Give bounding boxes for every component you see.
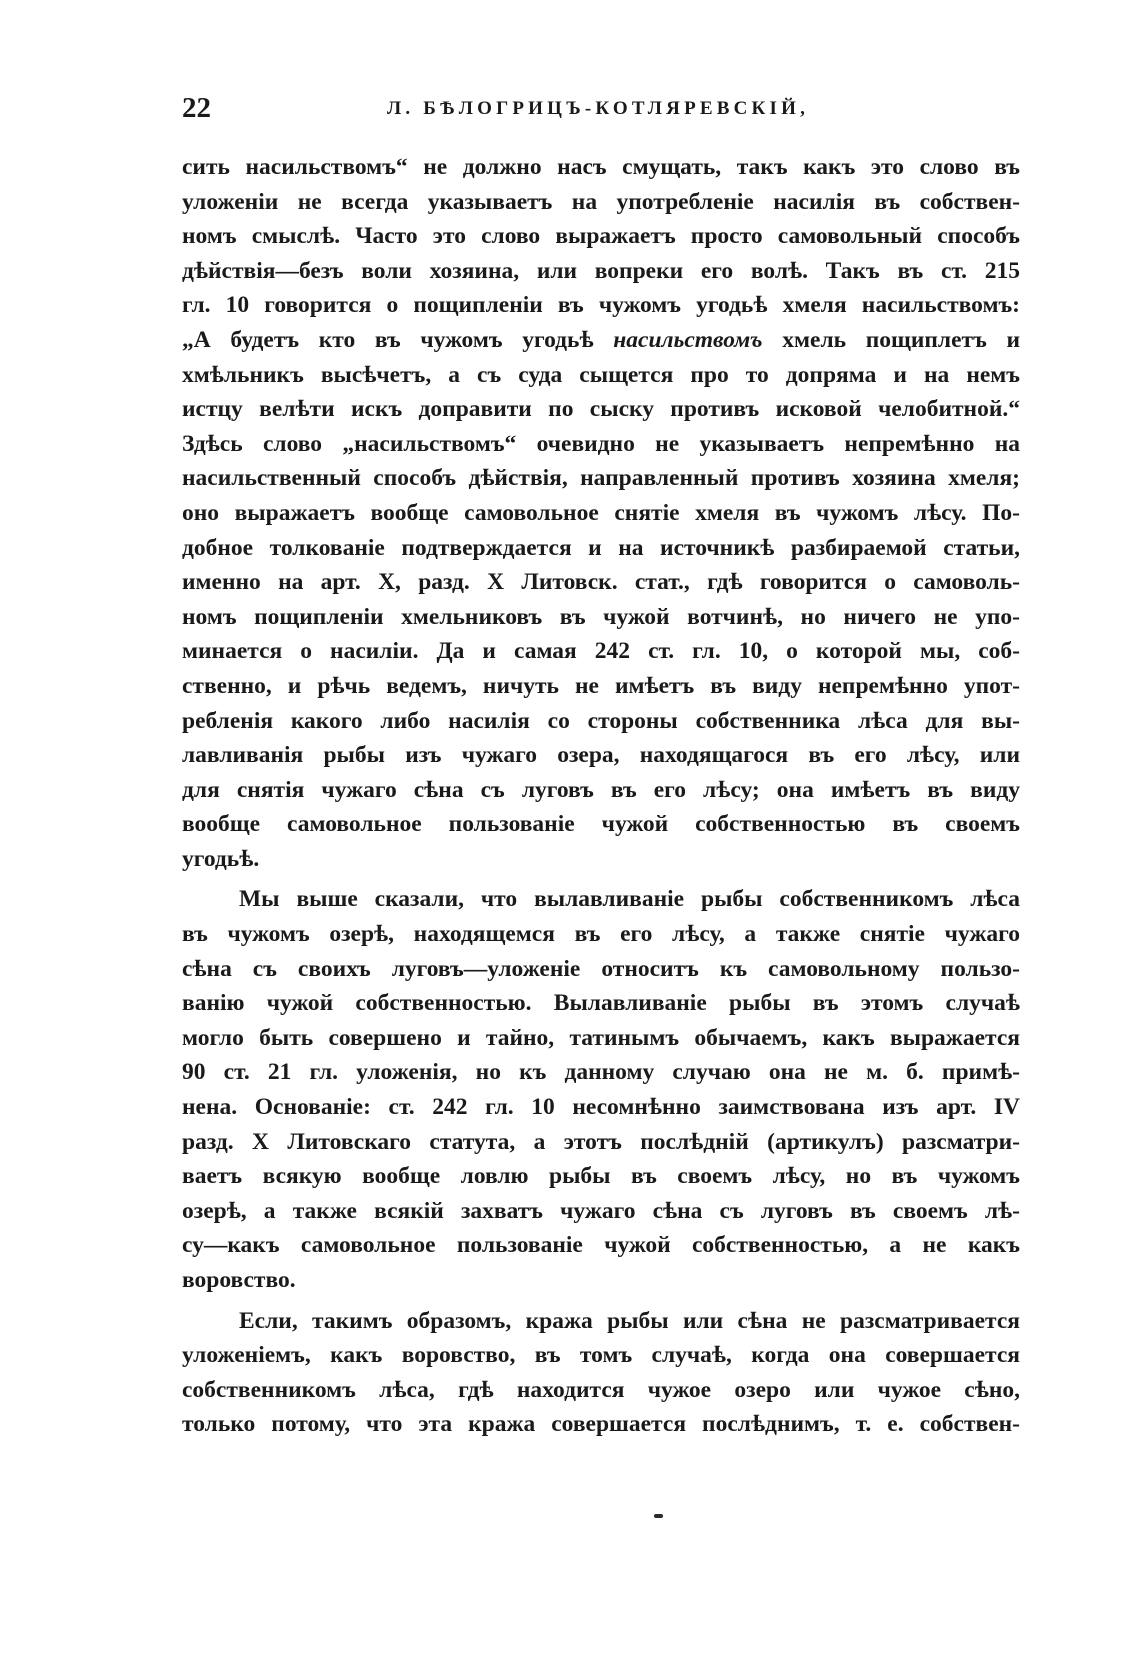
text-fragment: „А будетъ кто въ чужомъ угодьѣ <box>182 326 594 353</box>
text-line: 90 ст. 21 гл. уложенія, но къ данному случаю она не м. б. примѣ- <box>182 1059 1020 1086</box>
text-line: вообще самовольное пользованіе чужой собственностью въ своемъ <box>182 811 1020 838</box>
text-line: Если, такимъ образомъ, кража рыбы или сѣна не разсматривается <box>239 1307 1020 1334</box>
text-line: ванію чужой собственностью. Вылавливаніе рыбы въ этомъ случаѣ <box>182 990 1020 1017</box>
text-line: въ чужомъ озерѣ, находящемся въ его лѣсу, а также снятіе чужаго <box>182 921 1020 948</box>
page-number: 22 <box>182 92 211 124</box>
text-line: сѣна съ своихъ луговъ—уложеніе относитъ къ самовольному пользо- <box>182 955 1020 982</box>
text-line: могло быть совершено и тайно, татинымъ обычаемъ, какъ выражается <box>182 1024 1020 1051</box>
text-fragment: хмель пощиплетъ и <box>782 326 1020 353</box>
text-line: воровство. <box>182 1267 296 1293</box>
text-line: уложеніемъ, какъ воровство, въ томъ случаѣ, когда она совершается <box>182 1342 1020 1369</box>
text-line: уложеніи не всегда указываетъ на употребленіе насилія въ собствен- <box>182 188 1020 215</box>
printer-mark <box>654 1514 663 1518</box>
italic-quote: насильствомъ <box>613 326 763 353</box>
text-line: ребленія какого либо насилія со стороны собственника лѣса для вы- <box>182 707 1020 734</box>
text-line: добное толкованіе подтверждается и на источникѣ разбираемой статьи, <box>182 534 1020 561</box>
text-line: су—какъ самовольное пользованіе чужой собственностью, а не какъ <box>182 1232 1020 1259</box>
text-line: гл. 10 говорится о пощипленіи въ чужомъ угодьѣ хмеля насильствомъ: <box>182 292 1020 319</box>
text-line: номъ пощипленіи хмельниковъ въ чужой вотчинѣ, но ничего не упо- <box>182 603 1020 630</box>
text-line: лавливанія рыбы изъ чужаго озера, находящагося въ его лѣсу, или <box>182 742 1020 769</box>
text-line: Мы выше сказали, что вылавливаніе рыбы собственникомъ лѣса <box>239 886 1020 913</box>
paragraph <box>182 882 1020 1297</box>
text-line: ственно, и рѣчь ведемъ, ничуть не имѣетъ въ виду непремѣнно упот- <box>182 672 1020 699</box>
running-head <box>182 92 1012 132</box>
text-line: озерѣ, а также всякій захватъ чужаго сѣна съ луговъ въ своемъ лѣ- <box>182 1197 1020 1224</box>
text-line: разд. X Литовскаго статута, а этотъ послѣдній (артикулъ) разсматри- <box>182 1128 1020 1155</box>
text-line: собственникомъ лѣса, гдѣ находится чужое озеро или чужое сѣно, <box>182 1376 1020 1403</box>
text-line: ваетъ всякую вообще ловлю рыбы въ своемъ лѣсу, но въ чужомъ <box>182 1163 1020 1190</box>
text-line: дѣйствія—безъ воли хозяина, или вопреки его волѣ. Такъ въ ст. 215 <box>182 257 1020 284</box>
text-line: для снятія чужаго сѣна съ луговъ въ его лѣсу; она имѣетъ въ виду <box>182 776 1020 803</box>
running-title: Л. БѢЛОГРИЦЪ-КОТЛЯРЕВСКІЙ, <box>387 98 810 119</box>
text-line: насильственный способъ дѣйствія, направленный противъ хозяина хмеля; <box>182 465 1020 492</box>
text-line: сить насильствомъ“ не должно насъ смущать, такъ какъ это слово въ <box>182 154 1020 180</box>
paragraph <box>182 1304 1020 1442</box>
body-text <box>182 150 1020 1442</box>
paragraph <box>182 150 1020 876</box>
text-line-with-italic <box>182 323 1020 358</box>
text-line: хмѣльникъ высѣчетъ, а съ суда сыщется про то допряма и на немъ <box>182 361 1020 388</box>
text-line: номъ смыслѣ. Часто это слово выражаетъ просто самовольный способъ <box>182 223 1020 250</box>
text-line: нена. Основаніе: ст. 242 гл. 10 несомнѣнно заимствована изъ арт. IV <box>182 1094 1020 1121</box>
text-line: истцу велѣти искъ доправити по сыску противъ исковой челобитной.“ <box>182 396 1020 423</box>
text-line: Здѣсь слово „насильствомъ“ очевидно не указываетъ непремѣнно на <box>182 430 1020 457</box>
text-line: угодьѣ. <box>182 845 260 872</box>
text-line: именно на арт. X, разд. X Литовск. стат., гдѣ говорится о самоволь- <box>182 569 1020 596</box>
text-line: оно выражаетъ вообще самовольное снятіе хмеля въ чужомъ лѣсу. По- <box>182 499 1020 526</box>
text-line: только потому, что эта кража совершается послѣднимъ, т. е. собствен- <box>182 1411 1020 1438</box>
text-line: минается о насиліи. Да и самая 242 ст. гл. 10, о которой мы, соб- <box>182 638 1020 665</box>
